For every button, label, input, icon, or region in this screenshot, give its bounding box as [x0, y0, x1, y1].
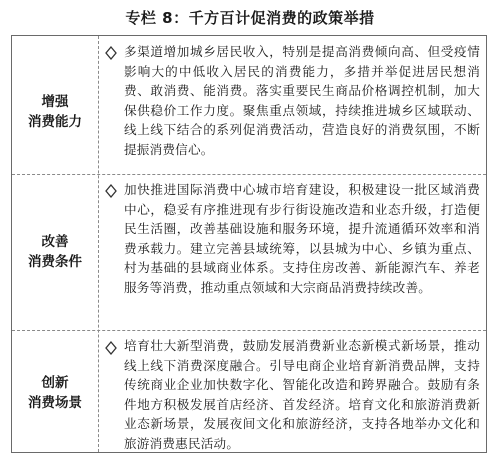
row-label-line2: 消费能力 [28, 114, 82, 130]
row-label-line2: 消费场景 [28, 395, 82, 411]
row-label-line2: 消费条件 [28, 254, 82, 270]
policy-table [11, 35, 487, 453]
row-label-enhance [12, 92, 98, 132]
row-label-line1: 创新 [41, 375, 69, 391]
page-title: 专栏 8：千方百计促消费的政策举措 [125, 9, 375, 27]
row-label-improve [12, 232, 98, 272]
row-content-improve: 加快推进国际消费中心城市培育建设，积极建设一批区域消费中心，稳妥有序推进现有步行街设施改造和业态升级，打造便民生活圈，改善基础设施和服务环境，提升流通循环效率和消费承载力。建立完善县域统筹，以县城为中心、乡镇为重点、村为基础的县域商业体系。支持住房改善、新能源汽车、养老服务等消费，推动重点领域和大宗商品消费持续改善。 [124, 182, 480, 295]
row-separator [12, 174, 486, 175]
row-label-line1: 改善 [41, 234, 69, 250]
row-content-enhance: 多渠道增加城乡居民收入，特别是提高消费倾向高、但受疫情影响大的中低收入居民的消费能力，多措并举促进居民想消费、敢消费、能消费。落实重要民生商品价格调控机制，加大保供稳价工作力度。聚焦重点领域，持续推进城乡区域联动、线上线下结合的系列促消费活动，营造良好的消费氛围，不断提振消费信心。 [124, 44, 480, 157]
row-content-innovate: 培育壮大新型消费，鼓励发展消费新业态新模式新场景，推动线上线下消费深度融合。引导电商企业培育新消费品牌，支持传统商业企业加快数字化、智能化改造和跨界融合。鼓励有条件地方积极发展首店经济、首发经济。培育文化和旅游消费新业态新场景，发展夜间文化和旅游经济，支持各地举办文化和旅游消费惠民活动。 [124, 338, 480, 451]
column-divider [98, 36, 99, 452]
row-separator [12, 330, 486, 331]
row-label-line1: 增强 [41, 94, 69, 110]
row-label-innovate [12, 373, 98, 413]
